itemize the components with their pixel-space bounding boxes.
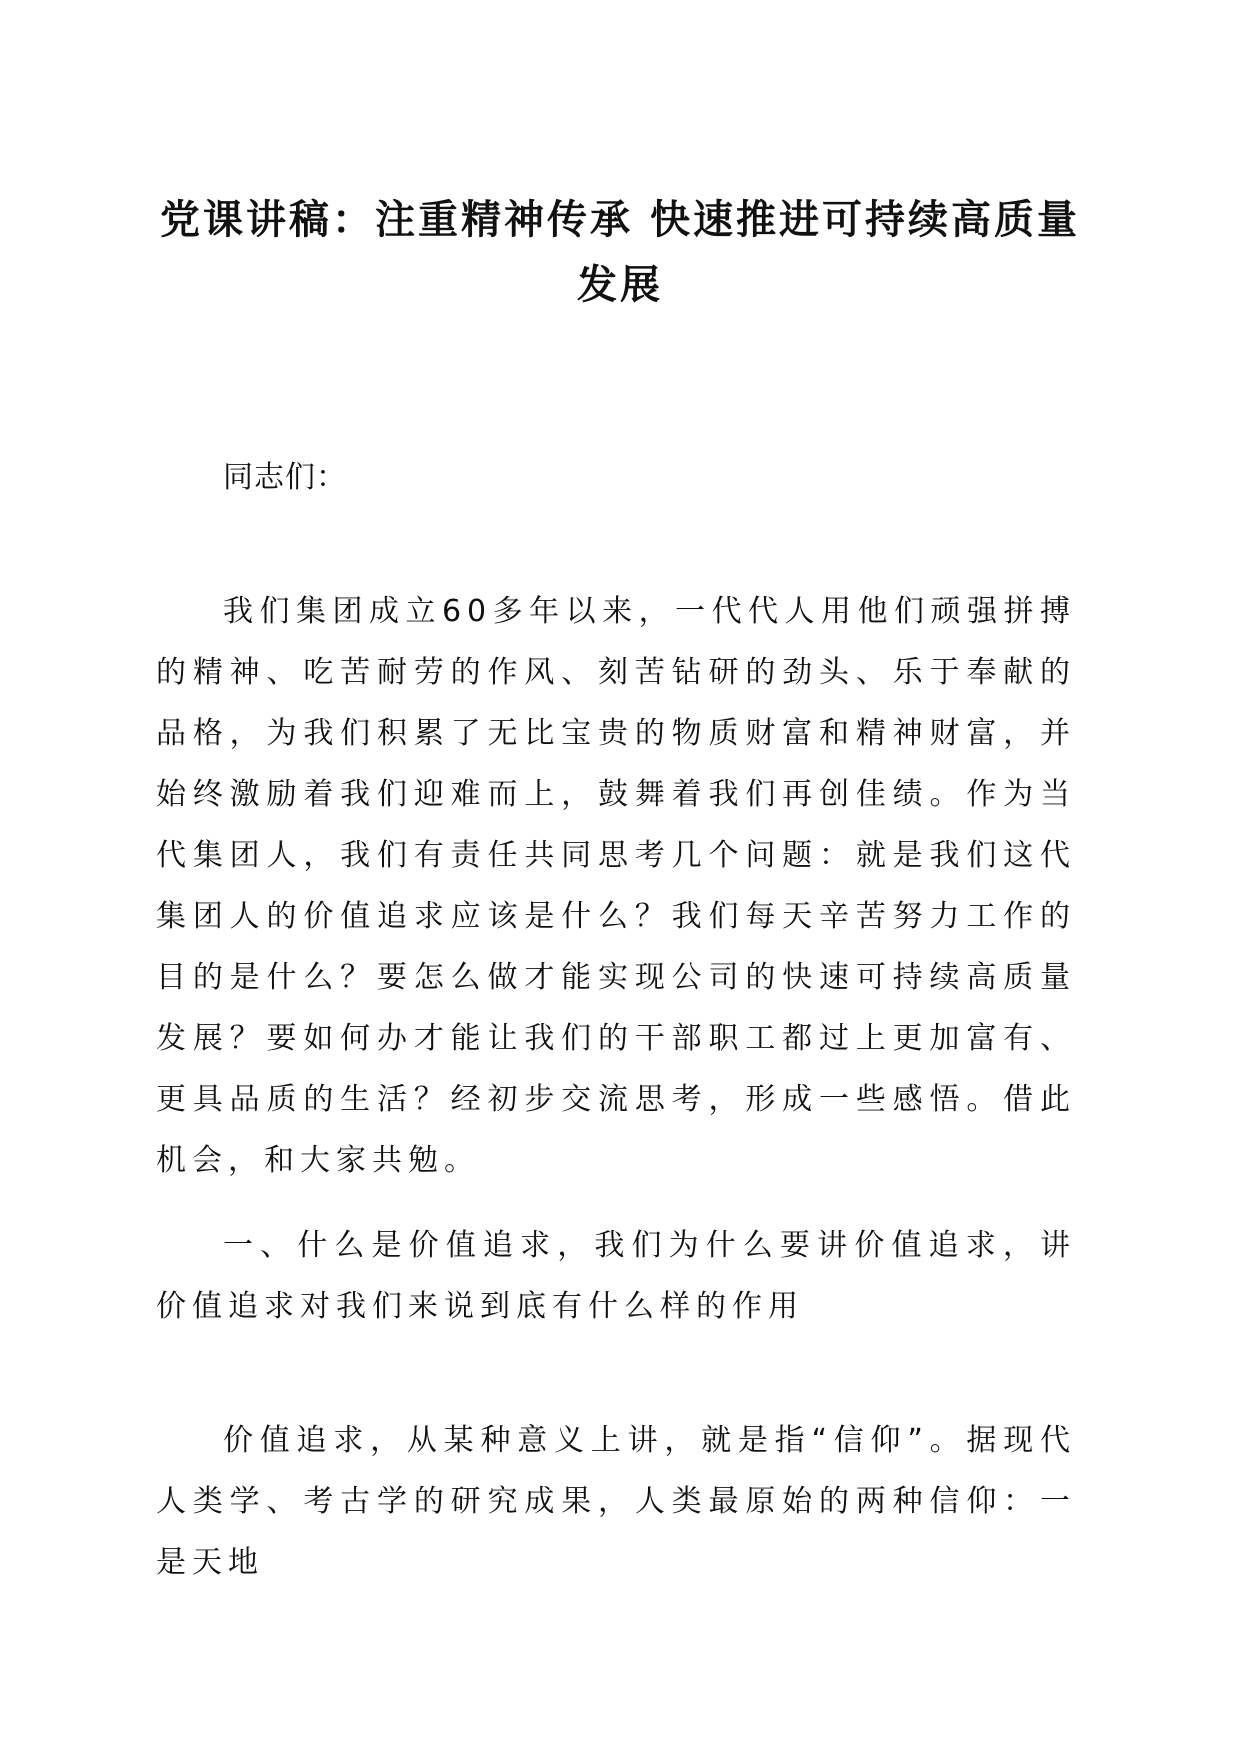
paragraph-intro: 我们集团成立60多年以来，一代代人用他们顽强拼搏的精神、吃苦耐劳的作风、刻苦钻研的劲头、乐于奉献的品格，为我们积累了无比宝贵的物质财富和精神财富，并始终激励着我们迎难而上，鼓舞着我们再创佳绩。作为当代集团人，我们有责任共同思考几个问题：就是我们这代集团人的价值追求应该是什么？我们每天辛苦努力工作的目的是什么？要怎么做才能实现公司的快速可持续高质量发展？要如何办才能让我们的干部职工都过上更加富有、更具品质的生活？经初步交流思考，形成一些感悟。借此机会，和大家共勉。 bbox=[156, 594, 1076, 1178]
paragraph-value-pursuit: 价值追求，从某种意义上讲，就是指“信仰”。据现代人类学、考古学的研究成果，人类最原始的两种信仰：一是天地 bbox=[156, 1423, 1076, 1580]
section-heading-1: 一、什么是价值追求，我们为什么要讲价值追求，讲价值追求对我们来说到底有什么样的作用 bbox=[156, 1228, 1076, 1324]
document-title: 党课讲稿：注重精神传承 快速推进可持续高质量发展 bbox=[160, 197, 1080, 308]
salutation: 同志们： bbox=[223, 460, 347, 495]
